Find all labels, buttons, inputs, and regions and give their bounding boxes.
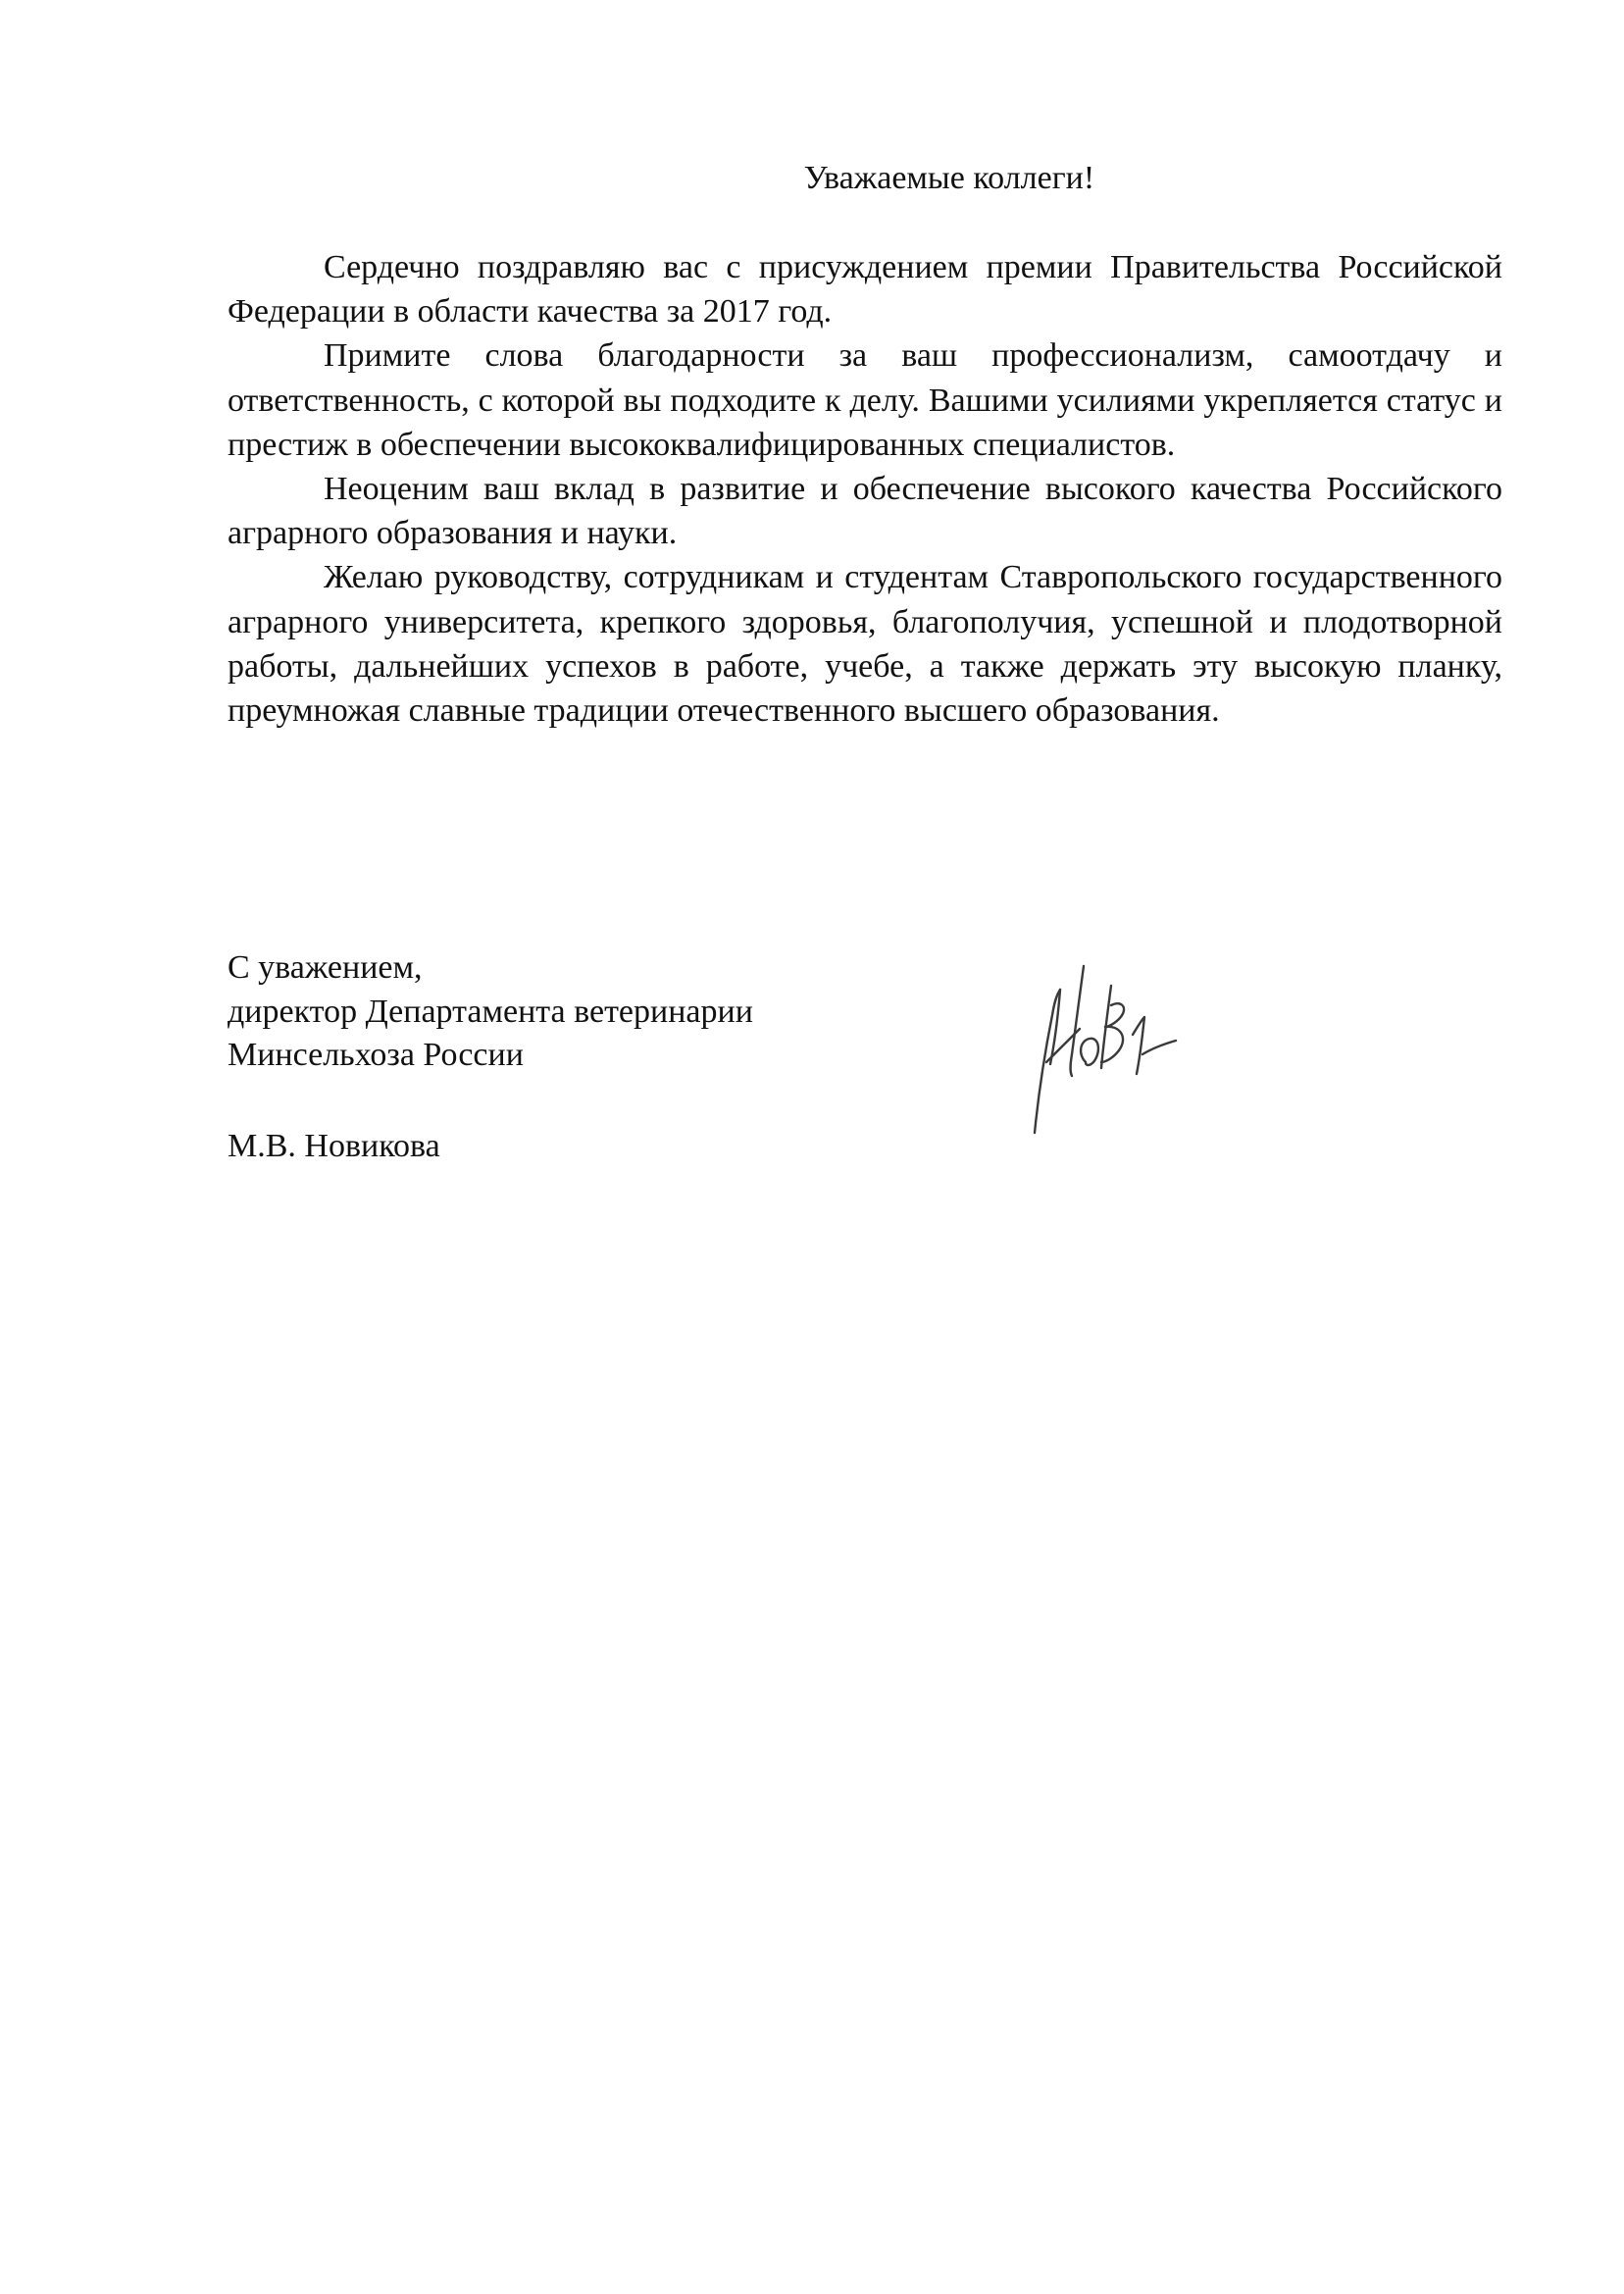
letter-closing xyxy=(228,946,1012,1078)
paragraph-gratitude: Примите слова благодарности за ваш профессионализм, самоотдачу и ответственность, с которой вы подходите к делу. Вашими усилиями укрепляется статус и престиж в обеспечении высококвалифицированных специалистов. xyxy=(228,337,1502,463)
handwritten-signature xyxy=(995,946,1201,1143)
signer-position: директор Департамента ветеринарии xyxy=(228,993,753,1030)
letter-body xyxy=(228,245,1502,733)
signer-organization: Минсельхоза России xyxy=(228,1037,524,1073)
closing-salutation: С уважением, xyxy=(228,949,423,986)
paragraph-wishes: Желаю руководству, сотрудникам и студентам Ставропольского государственного аграрного университета, крепкого здоровья, благополучия, успешной и плодотворной работы, дальнейших успехов в работе, учебе, а также держать эту высокую планку, преумножая славные традиции отечественного высшего образования. xyxy=(228,559,1502,730)
letter-greeting: Уважаемые коллеги! xyxy=(803,160,1095,196)
signer-name: М.В. Новикова xyxy=(228,1128,440,1164)
paragraph-congratulation: Сердечно поздравляю вас с присуждением премии Правительства Российской Федерации в области качества за 2017 год. xyxy=(228,249,1502,331)
paragraph-contribution: Неоценим ваш вклад в развитие и обеспечение высокого качества Российского аграрного образования и науки. xyxy=(228,471,1502,552)
